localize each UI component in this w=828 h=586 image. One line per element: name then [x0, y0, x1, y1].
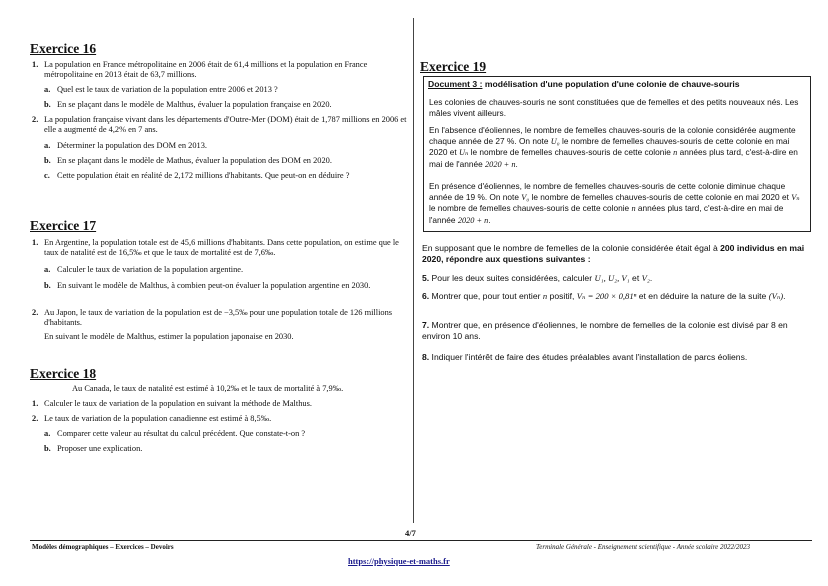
subquestion-letter: c.	[44, 171, 50, 180]
text-run: et en déduire la nature de la suite	[636, 291, 769, 301]
math-sequence: (Vₙ)	[768, 291, 784, 301]
ex17-question-2	[32, 308, 408, 329]
math-year: 2020 + n	[457, 215, 489, 225]
text-run: Montrer que, pour tout entier	[429, 291, 543, 301]
text-run: .	[649, 273, 653, 283]
text-run: Indiquer l'intérêt de faire des études préalables avant l'installation de parcs éoliens.	[429, 352, 748, 362]
ex16-question-1	[32, 60, 408, 81]
subquestion-text: Déterminer la population des DOM en 2013.	[57, 141, 208, 150]
doc-paragraph-1: Les colonies de chauves-souris ne sont constituées que de femelles et des petits nouveaux nés. Les mâles vivent ailleurs.	[429, 97, 799, 118]
question-text: Calculer le taux de variation de la population en suivant la méthode de Malthus.	[44, 399, 312, 408]
question-text: Le taux de variation de la population canadienne est estimé à 8,5‰.	[44, 414, 272, 423]
bold-run: 200 individus	[720, 243, 775, 253]
ex19-question-8	[422, 352, 814, 363]
text-run: Pour les deux suites considérées, calculer	[429, 273, 595, 283]
document-title: modélisation d'une population d'une colonie de chauve-souris	[482, 79, 740, 89]
math-year: 2020 + n	[485, 159, 516, 169]
math-v0: V₀	[521, 192, 530, 202]
subquestion-text: En se plaçant dans le modèle de Mathus, évaluer la population des DOM en 2020.	[57, 156, 332, 165]
question-number: 1.	[32, 399, 39, 408]
question-text: La population en France métropolitaine en 2006 était de 61,4 millions et la population en France métropolitaine en 2013 était de 63,7 millions.	[44, 60, 368, 80]
question-number: 6.	[422, 291, 430, 301]
question-number: 1.	[32, 238, 39, 247]
question-text: Au Japon, le taux de variation de la population est de −3,5‰ pour une population totale de 126 millions d'habitants.	[44, 308, 393, 328]
question-number: 7.	[422, 320, 430, 330]
text-run: et	[629, 273, 642, 283]
ex17-q1-b	[44, 281, 408, 291]
text-run: positif,	[547, 291, 577, 301]
question-text: La population française vivant dans les départements d'Outre-Mer (DOM) était de 1,787 millions en 2006 et elle a augmenté de 4,2% en 7 ans.	[44, 115, 407, 135]
question-number: 5.	[422, 273, 430, 283]
exercise-18-title: Exercice 18	[30, 366, 97, 381]
doc-paragraph-3: En présence d'éoliennes, le nombre de femelles chauves-souris de cette colonie diminue chaque année de 19 %. On note V₀ le nombre de femelles chauves-souris de cette colonie en mai 2020 et Vₙ le nombre de femelles chauves-souris de cette colonie n années plus tard, c'est-à-dire en mai de l'année 2020 + n.	[429, 181, 800, 225]
question-number: 2.	[32, 115, 39, 124]
math-run: V₂	[641, 273, 650, 283]
subquestion-text: Calculer le taux de variation de la population argentine.	[57, 265, 244, 274]
exercise-17-title: Exercice 17	[30, 218, 97, 233]
ex16-q2-c	[44, 171, 408, 181]
ex19-question-7	[422, 320, 814, 342]
ex17-q2-followup: En suivant le modèle de Malthus, estimer la population japonaise en 2030.	[44, 332, 294, 341]
math-n: n	[631, 204, 636, 214]
text-run: le nombre de femelles chauves-souris de cette colonie	[429, 203, 632, 214]
math-formula: Vₙ = 200 × 0,81ⁿ	[576, 291, 637, 301]
text-run: années plus tard, c'est-à-dire en mai de l'année	[429, 147, 798, 169]
ex18-question-2	[32, 414, 408, 424]
subquestion-letter: a.	[44, 265, 51, 274]
subquestion-text: Quel est le taux de variation de la population entre 2006 et 2013 ?	[57, 85, 278, 94]
document-header	[428, 79, 740, 89]
column-divider	[413, 18, 414, 523]
math-n: n	[673, 148, 678, 158]
footer-link[interactable]: https://physique-et-maths.fr	[348, 556, 450, 566]
subquestion-letter: a.	[44, 85, 51, 94]
subquestion-text: En suivant le modèle de Malthus, à combien peut-on évaluer la population argentine en 2030.	[57, 281, 371, 290]
question-number: 2.	[32, 414, 39, 423]
ex17-q1-a	[44, 265, 408, 275]
subquestion-letter: b.	[44, 100, 51, 109]
bold-run: en mai 2020, répondre aux questions suivantes :	[422, 243, 805, 264]
ex18-q2-b	[44, 444, 408, 454]
ex16-q2-a	[44, 141, 408, 151]
math-un: Uₙ	[459, 148, 469, 158]
question-number: 8.	[422, 352, 430, 362]
text-run: En supposant que le nombre de femelles de la colonie considérée était égal à	[422, 243, 721, 253]
text-run: le nombre de femelles chauves-souris de cette colonie en mai 2020 et	[429, 135, 790, 158]
question-number: 1.	[32, 60, 39, 69]
page-number: 4/7	[405, 528, 416, 538]
ex18-q2-a	[44, 429, 408, 439]
ex18-intro: Au Canada, le taux de natalité est estimé à 10,2‰ et le taux de mortalité à 7,9‰.	[72, 384, 344, 393]
text-run: le nombre de femelles chauves-souris de cette colonie en mai 2020 et	[529, 191, 792, 202]
ex17-question-1	[32, 238, 408, 259]
ex16-question-2	[32, 115, 408, 136]
subquestion-letter: a.	[44, 429, 51, 438]
subquestion-text: Cette population était en réalité de 2,172 millions d'habitants. Que peut-on en déduire ?	[57, 171, 350, 180]
subquestion-letter: b.	[44, 281, 51, 290]
math-n: n	[542, 291, 548, 301]
text-run: Montrer que, en présence d'éoliennes, le nombre de femelles de la colonie est divisé par 8 en environ 10 ans.	[422, 320, 788, 341]
math-vn: Vₙ	[791, 192, 800, 202]
footer-left: Modèles démographiques – Exercices – Devoirs	[32, 543, 174, 551]
ex18-question-1	[32, 399, 408, 409]
text-run: .	[783, 291, 786, 301]
document-3-box	[423, 76, 811, 232]
math-run: U₁, U₂, V₁	[594, 273, 630, 283]
doc-paragraph-2: En l'absence d'éoliennes, le nombre de femelles chauves-souris de la colonie considérée augmente chaque année de 27 %. On note U₀ le nombre de femelles chauves-souris de cette colonie en mai 2020 et Uₙ le nombre de femelles chauves-souris de cette colonie n années plus tard, c'est-à-dire en mai de l'année 2020 + n.	[429, 125, 798, 169]
exercise-16-title: Exercice 16	[30, 41, 97, 56]
document-label: Document 3 :	[428, 79, 483, 89]
subquestion-letter: b.	[44, 156, 51, 165]
ex16-q1-b	[44, 100, 408, 110]
ex16-q2-b	[44, 156, 408, 166]
text-run: années plus tard, c'est-à-dire en mai de l'année	[429, 203, 784, 225]
text-run: le nombre de femelles chauves-souris de cette colonie	[468, 147, 674, 158]
ex19-intro	[422, 243, 814, 265]
text-run: En présence d'éoliennes, le nombre de femelles chauves-souris de cette colonie diminue chaque année de 19 %. On note	[429, 181, 786, 202]
subquestion-text: En se plaçant dans le modèle de Malthus, évaluer la population française en 2020.	[57, 100, 332, 109]
ex19-question-5	[422, 273, 814, 284]
question-text: En Argentine, la population totale est de 45,6 millions d'habitants. Dans cette population, on estime que le taux de natalité est de 16,5‰ et que le taux de mortalité est de 7,6‰.	[44, 238, 399, 258]
subquestion-text: Proposer une explication.	[57, 444, 143, 453]
text-run: En l'absence d'éoliennes, le nombre de femelles chauves-souris de la colonie considérée augmente chaque année de 27 %. On note	[429, 125, 796, 146]
math-u0: U₀	[550, 136, 560, 146]
question-number: 2.	[32, 308, 39, 317]
ex16-q1-a	[44, 85, 408, 95]
footer-right: Terminale Générale - Enseignement scientifique - Année scolaire 2022/2023	[536, 543, 750, 551]
subquestion-letter: a.	[44, 141, 51, 150]
ex19-question-6	[422, 291, 814, 302]
exercise-19-title: Exercice 19	[420, 59, 487, 74]
subquestion-text: Comparer cette valeur au résultat du calcul précédent. Que constate-t-on ?	[57, 429, 306, 438]
footer-rule	[30, 540, 812, 541]
subquestion-letter: b.	[44, 444, 51, 453]
